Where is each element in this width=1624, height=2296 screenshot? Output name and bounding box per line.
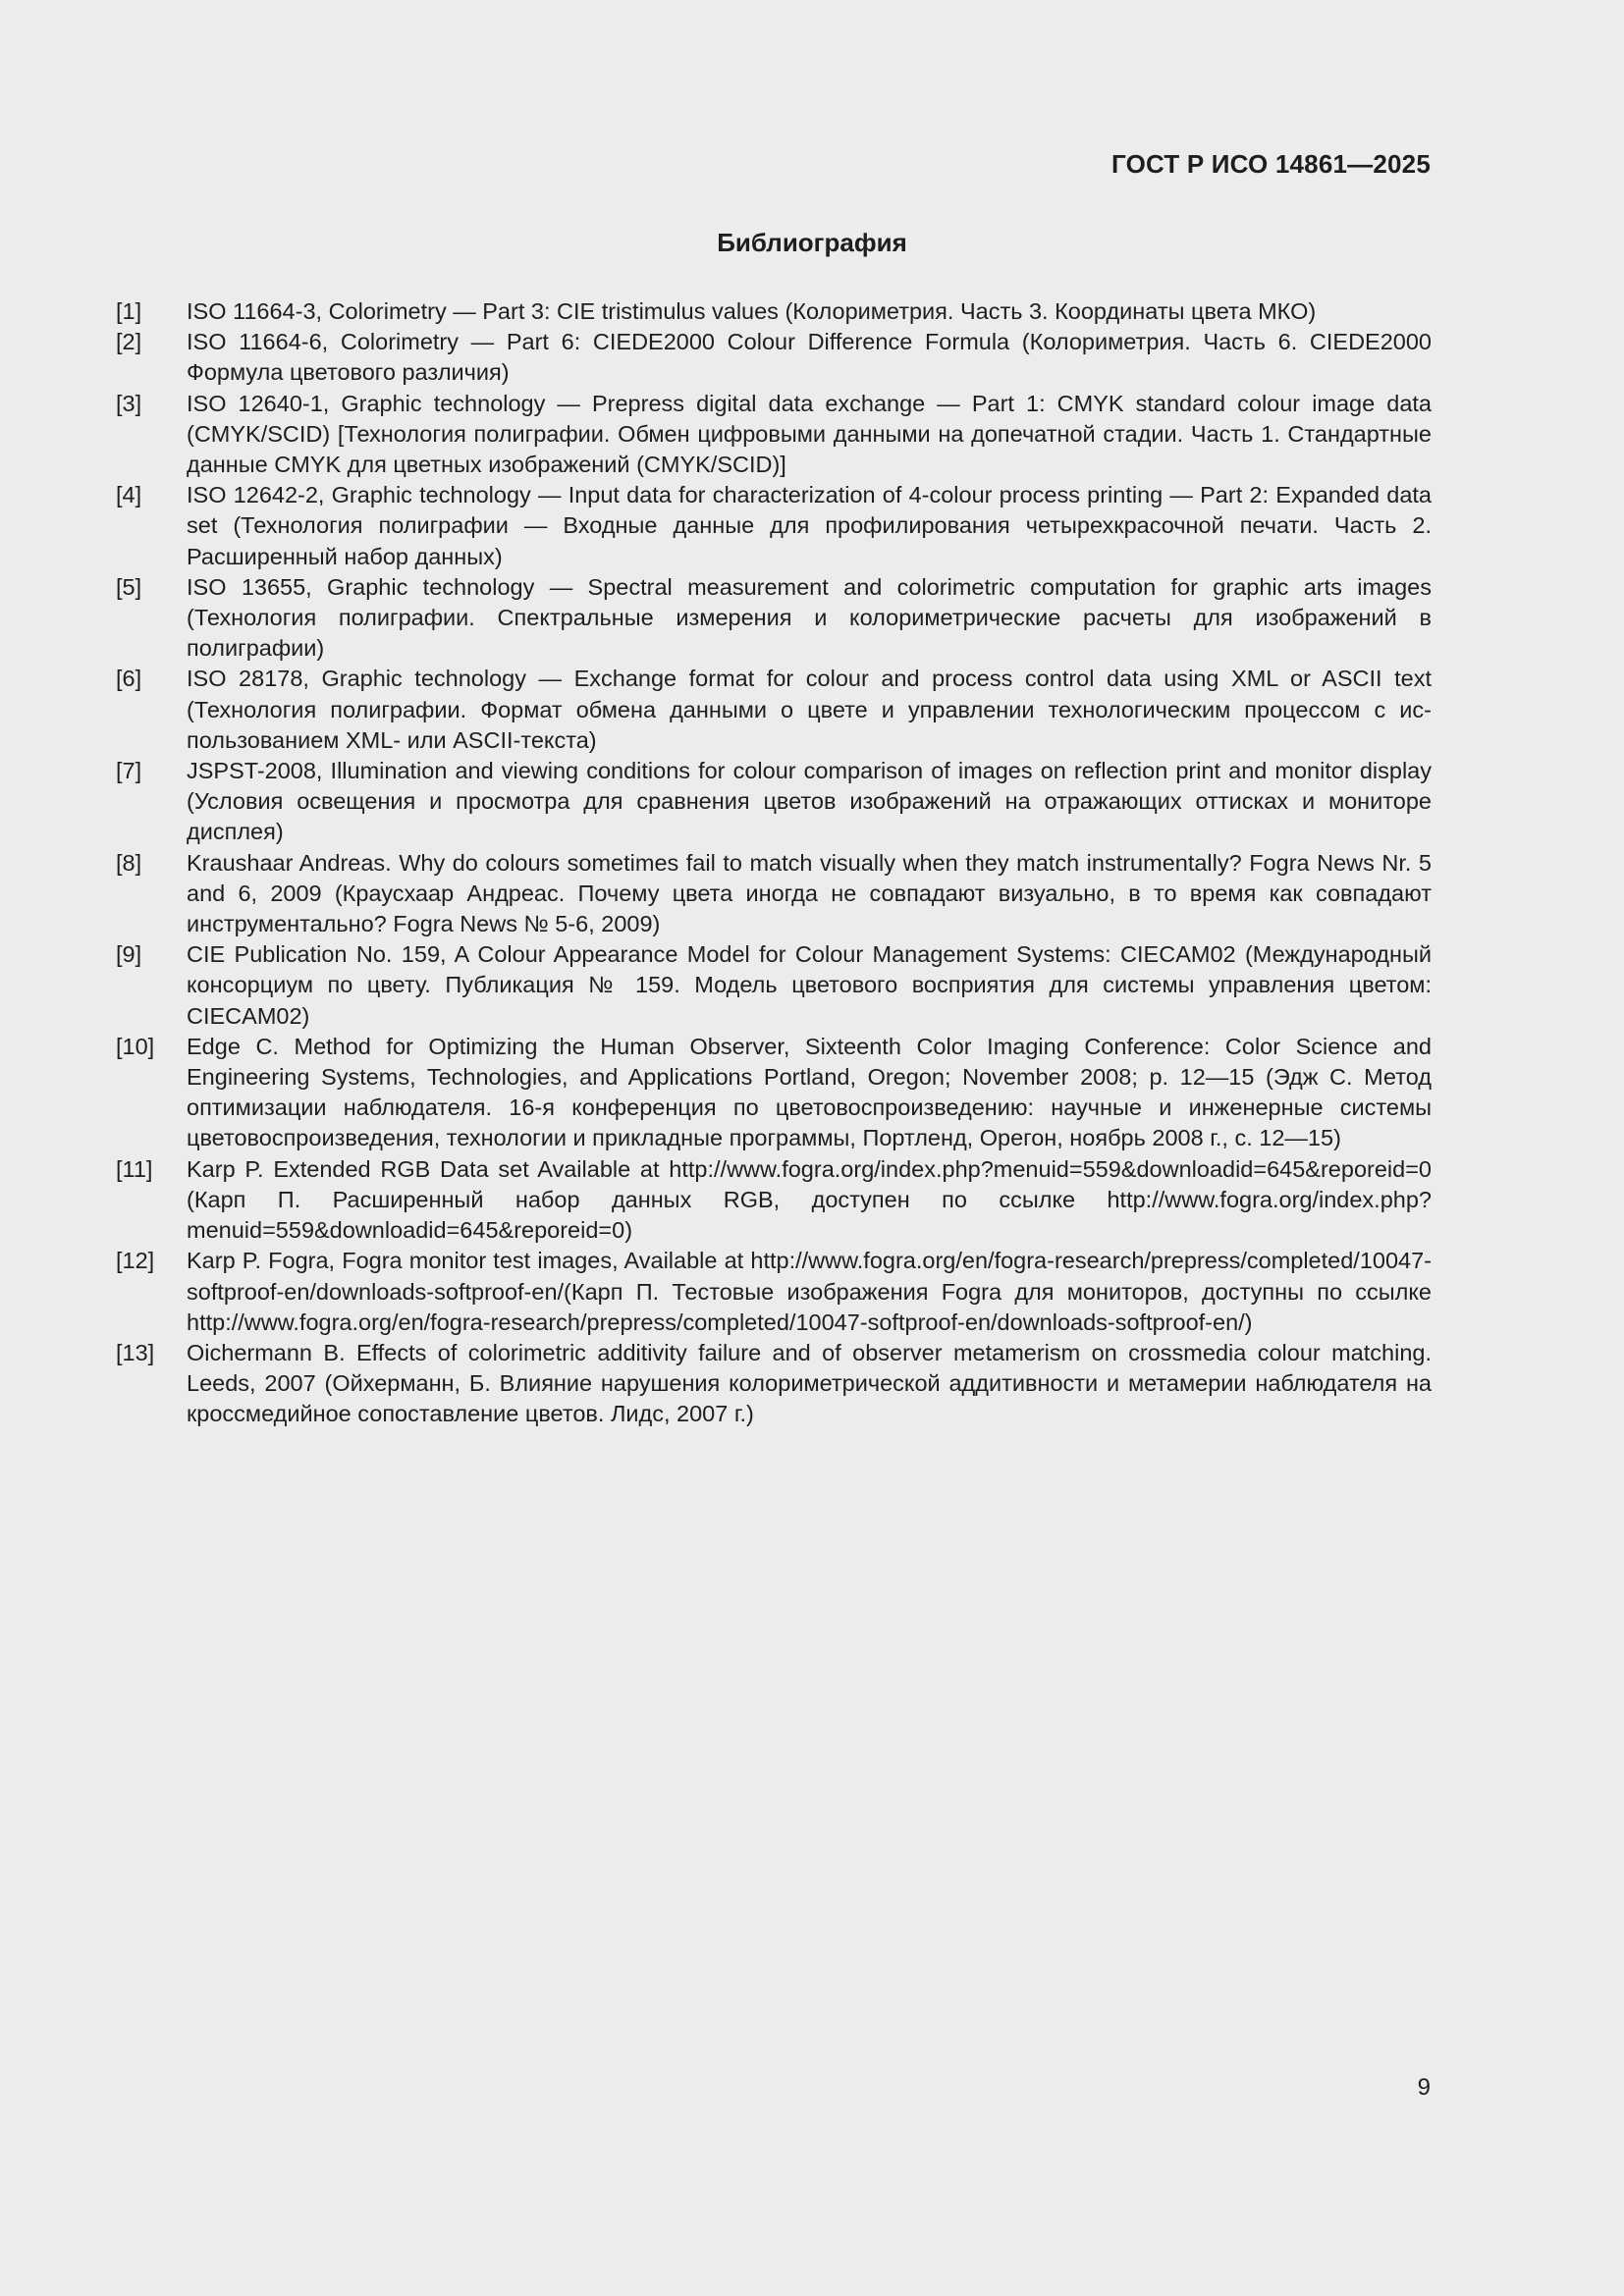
bibliography-item-7 xyxy=(116,756,1432,848)
reference-number: [1] xyxy=(116,298,142,324)
reference-number: [7] xyxy=(116,758,142,784)
bibliography-item-6 xyxy=(116,664,1432,756)
reference-text: Oichermann B. Effects of colorimetric additivity failure and of observer metamerism on crossmedia colour matching. Leeds, 2007 (Ойхерманн, Б. Влияние нарушения колориметрической аддитивности и метамерии наблюдателя на кроссмедийное сопоставление цветов. Лидс, 2007 г.) xyxy=(187,1339,1432,1427)
bibliography-item-5 xyxy=(116,572,1432,665)
reference-text: ISO 11664-3, Colorimetry — Part 3: CIE tristimulus values (Колориметрия. Часть 3. Координаты цвета МКО) xyxy=(187,298,1317,324)
reference-text: ISO 12642-2, Graphic technology — Input data for characterization of 4-colour process printing — Part 2: Expanded data set (Технология полиграфии — Входные данные для профилирования четырехкрасочной печати. Часть 2. Расширенный набор данных) xyxy=(187,482,1432,569)
reference-text: Karp P. Fogra, Fogra monitor test images, Available at http://www.fogra.org/en/fogra-research/prepress/completed/10047-softproof-en/downloads-softproof-en/(Карп П. Тестовые изображения Fogra для мониторов, доступны по ссылке http://www.fogra.org/en/fogra-research/prepress/completed/10047-softproof-en/downloads-softproof-en/) xyxy=(187,1248,1432,1335)
reference-text: ISO 28178, Graphic technology — Exchange format for colour and process control data using XML or ASCII text (Технология полиграфии. Формат обмена данными о цвете и управлении технологическим процессом с использованием XML- или ASCII-текста) xyxy=(187,666,1432,753)
page-number: 9 xyxy=(1417,2074,1431,2101)
bibliography-title: Библиография xyxy=(717,228,907,257)
reference-number: [10] xyxy=(116,1033,155,1059)
bibliography-item-2 xyxy=(116,327,1432,388)
bibliography-item-4 xyxy=(116,480,1432,572)
bibliography-item-9 xyxy=(116,939,1432,1032)
reference-text: ISO 13655, Graphic technology — Spectral measurement and colorimetric computation for graphic arts images (Технология полиграфии. Спектральные измерения и колориметрические расчеты для изображений в полиграфии) xyxy=(187,573,1432,662)
bibliography-list xyxy=(116,296,1432,1430)
reference-number: [13] xyxy=(116,1339,155,1365)
reference-text: Kraushaar Andreas. Why do colours sometimes fail to match visually when they match instrumentally? Fogra News Nr. 5 and 6, 2009 (Краусхаар Андреас. Почему цвета иногда не совпадают визуально, в то время как совпадают инструментально? Fogra News № 5-6, 2009) xyxy=(187,849,1432,937)
bibliography-item-12 xyxy=(116,1246,1432,1338)
bibliography-item-13 xyxy=(116,1338,1432,1430)
reference-text: Karp P. Extended RGB Data set Available at http://www.fogra.org/index.php?menuid=559&downloadid=645&reporeid=0 (Карп П. Расширенный набор данных RGB, доступен по ссылке http://www.fogra.org/index.​php?menuid=559&downloadid=645&reporeid=0) xyxy=(187,1155,1432,1244)
reference-number: [12] xyxy=(116,1248,155,1274)
reference-number: [6] xyxy=(116,666,142,692)
bibliography-item-3 xyxy=(116,389,1432,481)
reference-text: ISO 12640-1, Graphic technology — Prepress digital data exchange — Part 1: CMYK standard colour image data (CMYK/SCID) [Технология полиграфии. Обмен цифровыми данными на допечатной стадии. Часть 1. Стандартные данные CMYK для цветных изображений (CMYK/SCID)] xyxy=(187,390,1432,478)
reference-number: [2] xyxy=(116,329,142,355)
bibliography-item-10 xyxy=(116,1032,1432,1154)
reference-number: [9] xyxy=(116,941,142,968)
reference-text: ISO 11664-6, Colorimetry — Part 6: CIEDE2000 Colour Difference Formula (Колориметрия. Часть 6. CIEDE2000 Формула цветового различия) xyxy=(187,329,1432,386)
reference-number: [3] xyxy=(116,390,142,416)
bibliography-item-1 xyxy=(116,296,1432,327)
reference-number: [8] xyxy=(116,849,142,876)
bibliography-item-11 xyxy=(116,1154,1432,1247)
reference-number: [11] xyxy=(116,1155,153,1182)
bibliography-item-8 xyxy=(116,848,1432,940)
reference-text: CIE Publication No. 159, A Colour Appearance Model for Colour Management Systems: CIECAM02 (Международный консорциум по цвету. Публикация № 159. Модель цветового восприятия для системы управления цветом: CIECAM02) xyxy=(187,941,1432,1029)
reference-number: [5] xyxy=(116,573,142,600)
document-code: ГОСТ Р ИСО 14861—2025 xyxy=(1110,149,1431,179)
reference-text: JSPST-2008, Illumination and viewing conditions for colour comparison of images on reflection print and monitor display (Условия освещения и просмотра для сравнения цветов изображений на отражающих оттисках и мониторе дисплея) xyxy=(187,758,1432,845)
reference-number: [4] xyxy=(116,482,142,508)
reference-text: Edge C. Method for Optimizing the Human Observer, Sixteenth Color Imaging Conference: Color Science and Engineering Systems, Technologies, and Applications Portland, Oregon; November 2008; p. 12—15 (Эдж С. Метод оптимизации наблюдателя. 16-я конференция по цветовоспроизведению: научные и инженерные системы цветовоспроизведения, технологии и прикладные программы, Портленд, Орегон, ноябрь 2008 г., с. 12—15) xyxy=(187,1033,1432,1151)
